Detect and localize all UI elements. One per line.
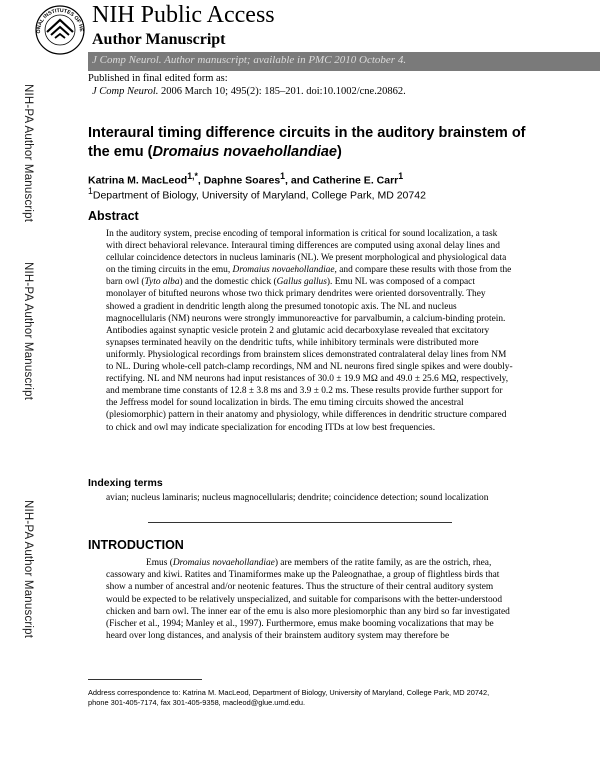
title-text-2: ) [336, 144, 342, 160]
introduction-heading: INTRODUCTION [88, 538, 184, 552]
author-list [88, 171, 403, 187]
title-text-1: Interaural timing difference circuits in the auditory brainstem of the emu ( [88, 125, 526, 160]
header-subtitle: Author Manuscript [92, 31, 226, 48]
affiliation-sup: 1 [88, 186, 93, 196]
journal-name: J Comp Neurol. [92, 86, 159, 97]
nih-seal-logo [34, 4, 86, 56]
abstract-body: In the auditory system, precise encoding of temporal information is critical for sound localization, a task with direct behavioral relevance. Interaural timing differences are computed using axonal delay lines and cellular coincidence detectors in nucleus laminaris (NL). We present morphological and physiological data on the timing circuits in the emu, Dromaius novaehollandiae, and compare these results with those from the barn owl (Tyto alba) and the domestic chick (Gallus gallus). Emu NL was composed of a compact monolayer of bitufted neurons whose two thick primary dendrites were oriented dorsoventrally. They showed a gradient in dendritic length along the presumed tonotopic axis. The NL and nucleus magnocellularis (NM) neurons were strongly immunoreactive for parvalbumin, a calcium-binding protein. Antibodies against synaptic vesicle protein 2 and glutamic acid decarboxylase revealed that excitatory synapses terminated heavily on the dendritic tufts, while inhibitory terminals were distributed more uniformly. Physiological recordings from brainstem slices demonstrated contralateral delay lines from NM to NL. During whole-cell patch-clamp recordings, NM and NL neurons fired single spikes and were doubly-rectifying. NL and NM neurons had input resistances of 30.0 ± 19.9 MΩ and 49.0 ± 25.6 MΩ, respectively, and membrane time constants of 12.8 ± 3.8 ms and 3.9 ± 0.2 ms. These results provide further support for the Jeffress model for sound localization in birds. The emu timing circuits showed the ancestral (plesiomorphic) pattern in their anatomy and physiology, while differences in dendritic structure compared to chick and owl may indicate specialization for encoding ITDs at low best frequencies. [106, 229, 513, 433]
author-name-1: Katrina M. MacLeod [88, 174, 188, 187]
footnote-divider [88, 679, 202, 680]
affiliation-text: Department of Biology, University of Maryland, College Park, MD 20742 [92, 189, 426, 202]
indexing-terms: avian; nucleus laminaris; nucleus magnocellularis; dendrite; coincidence detection; sound localization [106, 493, 489, 503]
title-species: Dromaius novaehollandiae [152, 144, 337, 160]
header-title: NIH Public Access [92, 2, 275, 28]
author-sup-3: 1 [398, 171, 404, 181]
author-sup-2: 1 [280, 171, 286, 181]
affiliation [88, 186, 426, 202]
abstract-heading: Abstract [88, 209, 139, 223]
author-name-2: , Daphne Soares [197, 174, 281, 187]
side-label-bottom: NIH-PA Author Manuscript [22, 500, 34, 639]
section-divider [148, 522, 452, 523]
side-label-top: NIH-PA Author Manuscript [22, 84, 34, 223]
footnote: Address correspondence to: Katrina M. MacLeod, Department of Biology, University of Maryland, College Park, MD 20742, phone 301-405-7174, fax 301-405-9358, macleod@glue.umd.edu. [88, 688, 490, 707]
author-name-3: , and Catherine E. Carr [285, 174, 399, 187]
introduction-body: Emus (Dromaius novaehollandiae) are members of the ratite family, as are the ostrich, rhea, cassowary and kiwi. Ratites and Tinamiformes make up the Paleognathae, a group of flightless birds that show a number of ancestral and/or neotenic features. Thus the structure of their central auditory system would be expected to be relatively unspecialized, and suitable for comparisons with the better-understood chicken and barn owl. The inner ear of the emu is also more plesiomorphic than any bird so far investigated (Fischer et al., 1994; Manley et al., 1997). Furthermore, emus make booming vocalizations that may be heard over long distances, and analysis of their brainstem auditory system may therefore be [106, 558, 510, 642]
side-label-middle: NIH-PA Author Manuscript [22, 262, 34, 401]
author-sup-1: 1,* [187, 171, 198, 181]
logo-text: ONAL INSTITUTES OF HE [35, 7, 85, 34]
header-bar [88, 52, 600, 71]
published-label: Published in final edited form as: [88, 73, 228, 84]
citation-line [92, 86, 406, 97]
article-title [88, 124, 528, 162]
citation-details: 2006 March 10; 495(2): 185–201. doi:10.1002/cne.20862. [158, 86, 406, 97]
indexing-heading: Indexing terms [88, 477, 163, 489]
header-bar-text: J Comp Neurol. Author manuscript; available in PMC 2010 October 4. [92, 54, 407, 66]
